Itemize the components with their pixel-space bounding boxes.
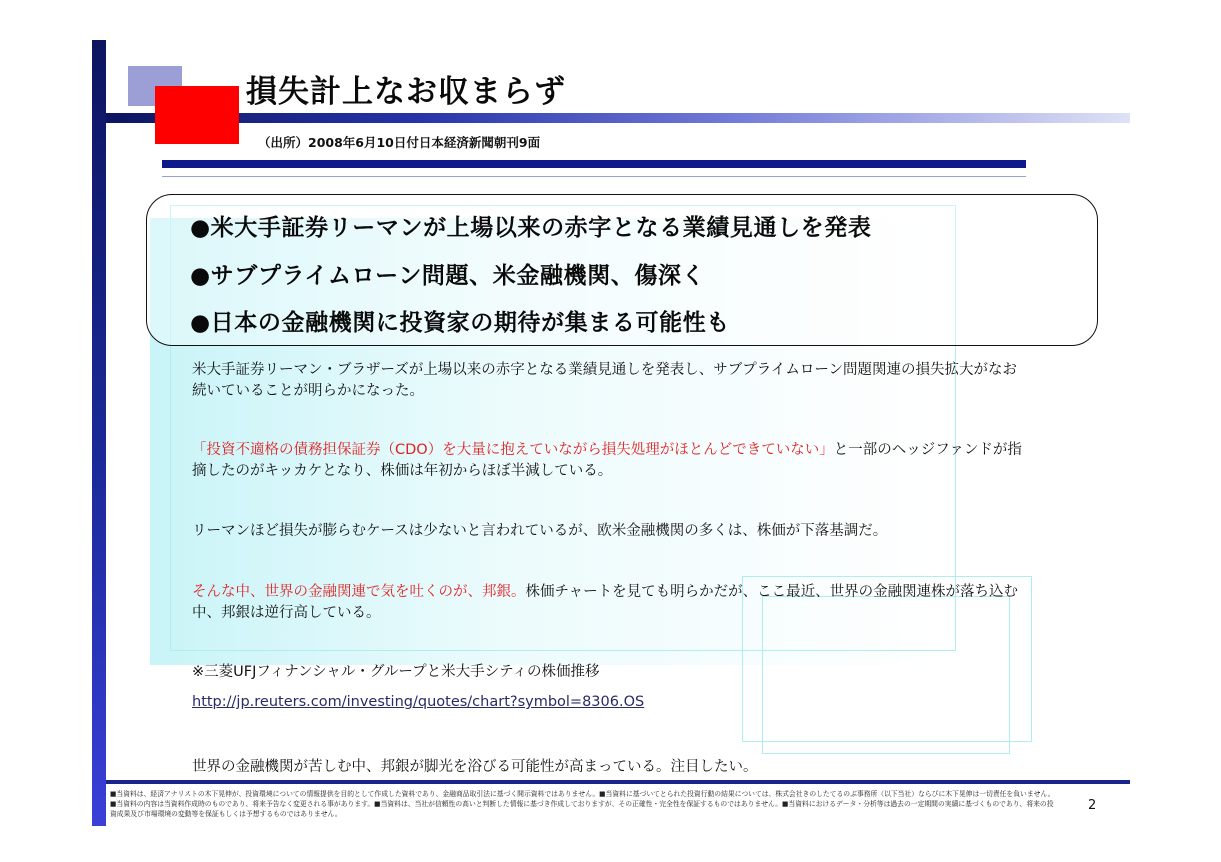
left-accent-bar bbox=[92, 40, 106, 826]
footer-rule bbox=[106, 780, 1130, 784]
headline-item: ●米大手証券リーマンが上場以来の赤字となる業績見通しを発表 bbox=[190, 215, 872, 241]
highlighted-phrase: そんな中、世界の金融関連で気を吐くのが、邦銀。 bbox=[192, 584, 526, 600]
page-title: 損失計上なお収まらず bbox=[246, 74, 566, 110]
chart-note: ※三菱UFJフィナンシャル・グループと米大手シティの株価推移 bbox=[192, 664, 600, 680]
body-paragraph: リーマンほど損失が膨らむケースは少ないと言われているが、欧米金融機関の多くは、株価が下落基調だ。 bbox=[192, 523, 888, 539]
paragraph-text: と一部のヘッジファンドが指摘したのがキッカケとなり、株価は年初からほぼ半減している。 bbox=[192, 442, 1022, 479]
source-citation: （出所）2008年6月10日付日本経済新聞朝刊9面 bbox=[258, 135, 541, 150]
title-underline-bar bbox=[106, 113, 1130, 123]
body-paragraph: 米大手証券リーマン・ブラザーズが上場以来の赤字となる業績見通しを発表し、サブプライムローン問題関連の損失拡大がなお続いていることが明らかになった。 bbox=[192, 362, 1018, 399]
footer-disclaimer: ■当資料は、経済アナリストの木下晃伸が、投資環境についての情報提供を目的として作成した資料であり、金融商品取引法に基づく開示資料ではありません。■当資料に基づいてとられた投資行動の結果については、株式会社きのしたてるのぶ事務所（以下当社）ならびに木下晃伸は一切責任を負いません。■当資料の内容は当資料作成時のものであり、将来予告なく変更される事があります。■当資料は、当社が信頼性の高いと判断した情報に基づき作成しておりますが、その正確性・完全性を保証するものではありません。■当資料におけるデータ・分析等は過去の一定期間の実績に基づくものであり、将来の投資成果及び市場環境の変動等を保証もしくは予想するものではありません。 bbox=[110, 790, 1055, 818]
body-paragraph bbox=[192, 440, 1022, 482]
paragraph-text: 株価チャートを見ても明らかだが、ここ最近、世界の金融関連株が落ち込む中、邦銀は逆行高している。 bbox=[192, 584, 1019, 621]
reuters-chart-link[interactable]: http://jp.reuters.com/investing/quotes/chart?symbol=8306.OS bbox=[192, 694, 645, 710]
conclusion-paragraph: 世界の金融機関が苦しむ中、邦銀が脚光を浴びる可能性が高まっている。注目したい。 bbox=[192, 759, 758, 775]
headline-item: ●サブプライムローン問題、米金融機関、傷深く bbox=[190, 263, 706, 289]
body-paragraph bbox=[192, 582, 1022, 624]
page-number: 2 bbox=[1088, 798, 1097, 813]
headline-item: ●日本の金融機関に投資家の期待が集まる可能性も bbox=[190, 310, 730, 336]
title-decoration-red-square bbox=[155, 86, 239, 144]
subheader-rule-thin bbox=[162, 176, 1026, 177]
highlighted-quote: 「投資不適格の債務担保証券（CDO）を大量に抱えていながら損失処理がほとんどできていない」 bbox=[192, 442, 834, 458]
subheader-rule-thick bbox=[162, 160, 1026, 168]
